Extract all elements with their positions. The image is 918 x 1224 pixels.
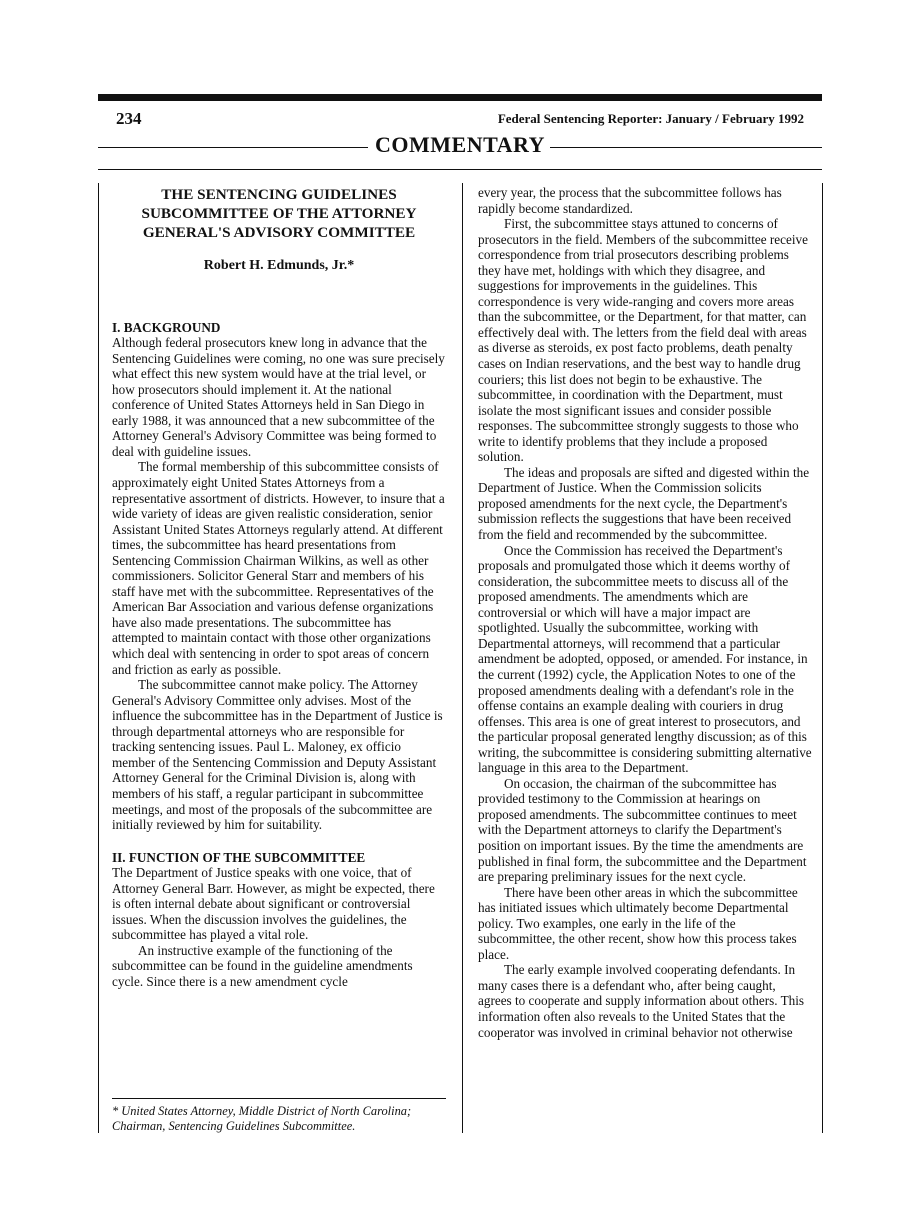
paragraph: The subcommittee cannot make policy. The Attorney General's Advisory Committee only advises. Most of the influence the subcommittee has in the Department of Justice is through departmental attorneys who are responsible for tracking sentencing issues. Paul L. Maloney, ex officio member of the Sentencing Commission and Deputy Assistant Attorney General for the Criminal Division is, along with members of his staff, a regular participant in subcommittee meetings, and most of the proposals of the subcommittee are initially reviewed by him for suitability.	[112, 677, 443, 833]
left-column	[112, 185, 446, 990]
section-heading-function: II. FUNCTION OF THE SUBCOMMITTEE	[112, 849, 366, 865]
paragraph: The ideas and proposals are sifted and digested within the Department of Justice. When the Commission solicits proposed amendments for the next cycle, the Department's submission reflects the suggestions that have been received from the field and recommended by the subcommittee.	[478, 464, 810, 543]
column-rule-middle	[462, 183, 463, 1133]
column-rule-left	[98, 183, 99, 1133]
paragraph: First, the subcommittee stays attuned to concerns of prosecutors in the field. Members of the subcommittee receive correspondence from trial prosecutors describing problems they have met, holdings with which they disagree, and suggestions for improvements in the guidelines. This correspondence is very wide-ranging and covers more areas than the subcommittee, or the Department, for that matter, can effectively deal with. The letters from the field deal with areas as diverse as steroids, ex post facto problems, death penalty cases on Indian reservations, and the best way to handle drug couriers; this list does not begin to be exhaustive. The subcommittee, in coordination with the Department, must isolate the most significant issues and consider possible responses. The subcommittee strongly suggests to those who write to identify problems that they include a proposed solution.	[478, 216, 808, 465]
paragraph: There have been other areas in which the subcommittee has initiated issues which ultimately become Departmental policy. Two examples, one early in the life of the subcommittee, the other recent, show how this process takes place.	[478, 884, 798, 962]
paragraph: An instructive example of the functioning of the subcommittee can be found in the guideline amendments cycle. Since there is a new amendment cycle	[112, 942, 413, 989]
footnote: * United States Attorney, Middle District of North Carolina; Chairman, Sentencing Guidelines Subcommittee.	[112, 1104, 412, 1133]
header-divider	[98, 169, 822, 170]
title-line: THE SENTENCING GUIDELINES	[161, 186, 397, 203]
page-header	[98, 109, 822, 131]
section-rule-right	[550, 147, 822, 148]
paragraph: The Department of Justice speaks with one voice, that of Attorney General Barr. However, as might be expected, there is often internal debate about significant or controversial issues. When the discussion involves the guidelines, the subcommittee has played a vital role.	[112, 865, 435, 943]
title-line: GENERAL'S ADVISORY COMMITTEE	[142, 224, 416, 241]
top-rule-bar	[98, 94, 822, 101]
footnote-rule	[112, 1098, 446, 1099]
paragraph: The formal membership of this subcommittee consists of approximately eight United States Attorneys from a representative assortment of districts. However, to insure that a wide variety of ideas are given realistic consideration, senior Assistant United States Attorneys regularly attend. At different times, the subcommittee has heard presentations from Sentencing Commission Chairman Wilkins, as well as other commissioners. Solicitor General Starr and members of his staff have met with the subcommittee. Representatives of the American Bar Association and various defense organizations have also made presentations. The subcommittee has attempted to maintain contact with those other organizations which deal with sentencing in order to spot areas of concern and friction as early as possible.	[112, 459, 445, 677]
paragraph: Once the Commission has received the Department's proposals and promulgated those which it deems worthy of consideration, the subcommittee meets to discuss all of the proposed amendments. The amendments which are controversial or which will have a major impact are spotlighted. Usually the subcommittee, working with Departmental attorneys, will recommend that a particular amendment be adopted, opposed, or amended. For instance, in the current (1992) cycle, the Application Notes to one of the proposed amendments dealing with a defendant's role in the offense contains an example dealing with couriers in drug offenses. This area is one of great interest to prosecutors, and the particular proposal generated lengthy discussion; as of this writing, the subcommittee is considering submitting alternative language in this area to the Department.	[478, 542, 812, 776]
author-byline: Robert H. Edmunds, Jr.*	[203, 258, 355, 273]
section-title: COMMENTARY	[374, 132, 546, 157]
section-title-row	[98, 132, 822, 160]
column-rule-right	[822, 183, 823, 1133]
paragraph: On occasion, the chairman of the subcommittee has provided testimony to the Commission at hearings on proposed amendments. The subcommittee continues to meet with the Department attorneys to clarify the Department's position on important issues. By the time the amendments are published in final form, the subcommittee and the Department are preparing preliminary issues for the next cycle.	[478, 775, 807, 885]
page-number: 234	[116, 109, 142, 128]
paragraph: Although federal prosecutors knew long in advance that the Sentencing Guidelines were coming, no one was sure precisely what effect this new system would have at the trial level, or how prosecutors should implement it. At the national conference of United States Attorneys held in San Diego in early 1988, it was announced that a new subcommittee of the Attorney General's Advisory Committee was being formed to deal with guideline issues.	[112, 335, 445, 459]
running-head: Federal Sentencing Reporter: January / February 1992	[497, 111, 804, 126]
article-title	[112, 185, 446, 242]
title-line: SUBCOMMITTEE OF THE ATTORNEY	[141, 205, 417, 222]
section-heading-background: I. BACKGROUND	[112, 319, 221, 335]
right-column	[478, 185, 812, 1040]
paragraph: every year, the process that the subcommittee follows has rapidly become standardized.	[478, 185, 782, 216]
paragraph: The early example involved cooperating defendants. In many cases there is a defendant who, after being caught, agrees to cooperate and supply information about others. This information often also reveals to the United States that the cooperator was involved in criminal behavior not otherwise	[478, 962, 805, 1040]
